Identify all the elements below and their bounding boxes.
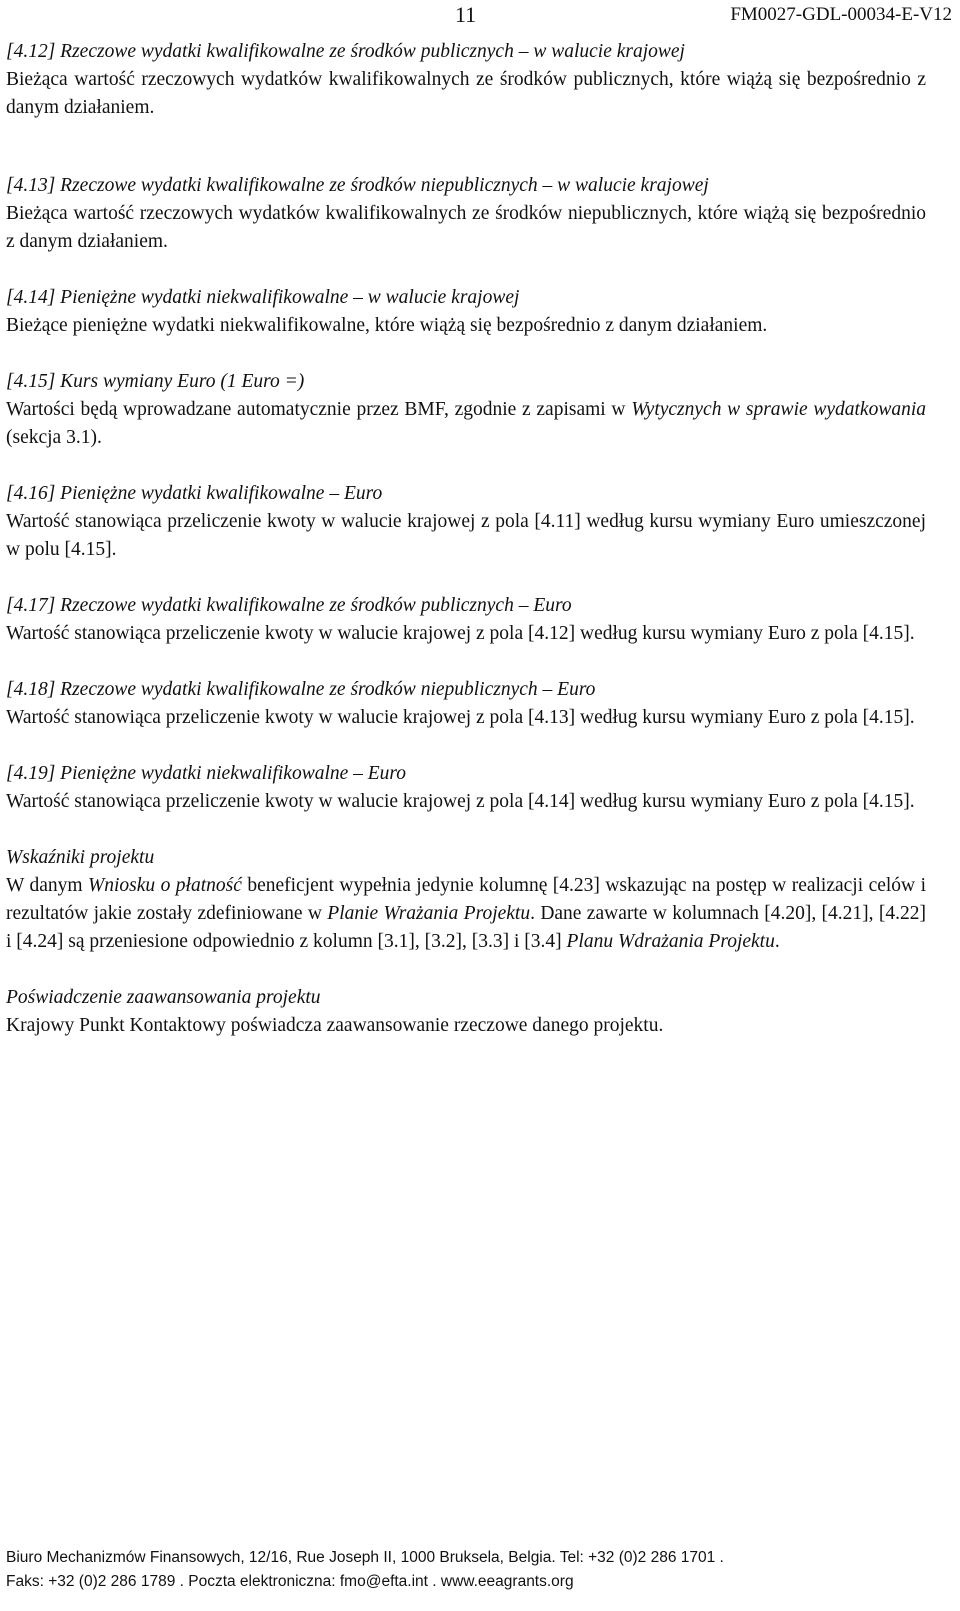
italic-term: Planie Wrażania Projektu	[327, 903, 531, 924]
section-4-12	[6, 38, 926, 122]
section-body: Bieżąca wartość rzeczowych wydatków kwalifikowalnych ze środków niepublicznych, które wiążą się bezpośrednio z danym działaniem.	[6, 203, 926, 252]
body-text: (sekcja 3.1).	[6, 427, 102, 448]
italic-term: Wniosku o płatność	[88, 875, 242, 896]
section-heading: [4.19] Pieniężne wydatki niekwalifikowalne – Euro	[6, 763, 407, 784]
section-body	[6, 396, 926, 452]
body-text: .	[774, 931, 780, 952]
section-4-15	[6, 368, 926, 452]
body-text: W danym	[6, 875, 89, 896]
section-4-19	[6, 760, 926, 816]
section-heading: Wskaźniki projektu	[6, 847, 155, 868]
section-body: Krajowy Punkt Kontaktowy poświadcza zaawansowanie rzeczowe danego projektu.	[6, 1015, 664, 1036]
section-indicators	[6, 844, 926, 956]
section-body: Wartość stanowiąca przeliczenie kwoty w walucie krajowej z pola [4.14] według kursu wymiany Euro z pola [4.15].	[6, 791, 915, 812]
section-heading: Poświadczenie zaawansowania projektu	[6, 987, 321, 1008]
section-4-17	[6, 592, 926, 648]
section-4-18	[6, 676, 926, 732]
body-text: beneficjent wypełnia jedynie kolumnę [4.23] wskazując na postęp w realizacji celów i rezultatów jakie zostały zdefiniowane w	[6, 875, 926, 924]
section-body: Wartość stanowiąca przeliczenie kwoty w walucie krajowej z pola [4.12] według kursu wymiany Euro z pola [4.15].	[6, 623, 915, 644]
body-text: Wartości będą wprowadzane automatycznie przez BMF, zgodnie z zapisami w	[6, 399, 632, 420]
section-4-16	[6, 480, 926, 564]
section-body: Bieżąca wartość rzeczowych wydatków kwalifikowalnych ze środków publicznych, które wiążą się bezpośrednio z danym działaniem.	[6, 69, 926, 118]
section-4-13	[6, 172, 926, 256]
footer-address: Biuro Mechanizmów Finansowych, 12/16, Rue Joseph II, 1000 Bruksela, Belgia. Tel: +32 (0)2 286 1701 .	[6, 1549, 724, 1566]
section-heading: [4.17] Rzeczowe wydatki kwalifikowalne ze środków publicznych – Euro	[6, 595, 572, 616]
section-heading: [4.13] Rzeczowe wydatki kwalifikowalne ze środków niepublicznych – w walucie krajowej	[6, 175, 709, 196]
section-certification	[6, 984, 926, 1040]
section-body: Wartość stanowiąca przeliczenie kwoty w walucie krajowej z pola [4.11] według kursu wymiany Euro umieszczonej w polu [4.15].	[6, 511, 926, 560]
body-text: . Dane zawarte w kolumnach [4.20], [4.21], [4.22] i [4.24] są przeniesione odpowiednio z kolumn [3.1], [3.2], [3.3] i [3.4]	[6, 903, 926, 952]
section-4-14	[6, 284, 926, 340]
page-number: 11	[455, 2, 477, 27]
section-heading: [4.12] Rzeczowe wydatki kwalifikowalne ze środków publicznych – w walucie krajowej	[6, 41, 685, 62]
section-body: Bieżące pieniężne wydatki niekwalifikowalne, które wiążą się bezpośrednio z danym działaniem.	[6, 315, 768, 336]
page-footer	[6, 1546, 936, 1594]
footer-contact: Faks: +32 (0)2 286 1789 . Poczta elektroniczna: fmo@efta.int . www.eeagrants.org	[6, 1573, 574, 1590]
section-body: Wartość stanowiąca przeliczenie kwoty w walucie krajowej z pola [4.13] według kursu wymiany Euro z pola [4.15].	[6, 707, 915, 728]
section-heading: [4.15] Kurs wymiany Euro (1 Euro =)	[6, 371, 305, 392]
italic-term: Planu Wdrażania Projektu	[566, 931, 775, 952]
document-code: FM0027-GDL-00034-E-V12	[730, 4, 952, 25]
section-body	[6, 872, 926, 956]
section-heading: [4.18] Rzeczowe wydatki kwalifikowalne ze środków niepublicznych – Euro	[6, 679, 596, 700]
section-heading: [4.14] Pieniężne wydatki niekwalifikowalne – w walucie krajowej	[6, 287, 520, 308]
page-header	[0, 0, 960, 36]
guidelines-title: Wytycznych w sprawie wydatkowania	[631, 399, 927, 420]
section-heading: [4.16] Pieniężne wydatki kwalifikowalne – Euro	[6, 483, 383, 504]
document-body	[6, 38, 926, 1068]
